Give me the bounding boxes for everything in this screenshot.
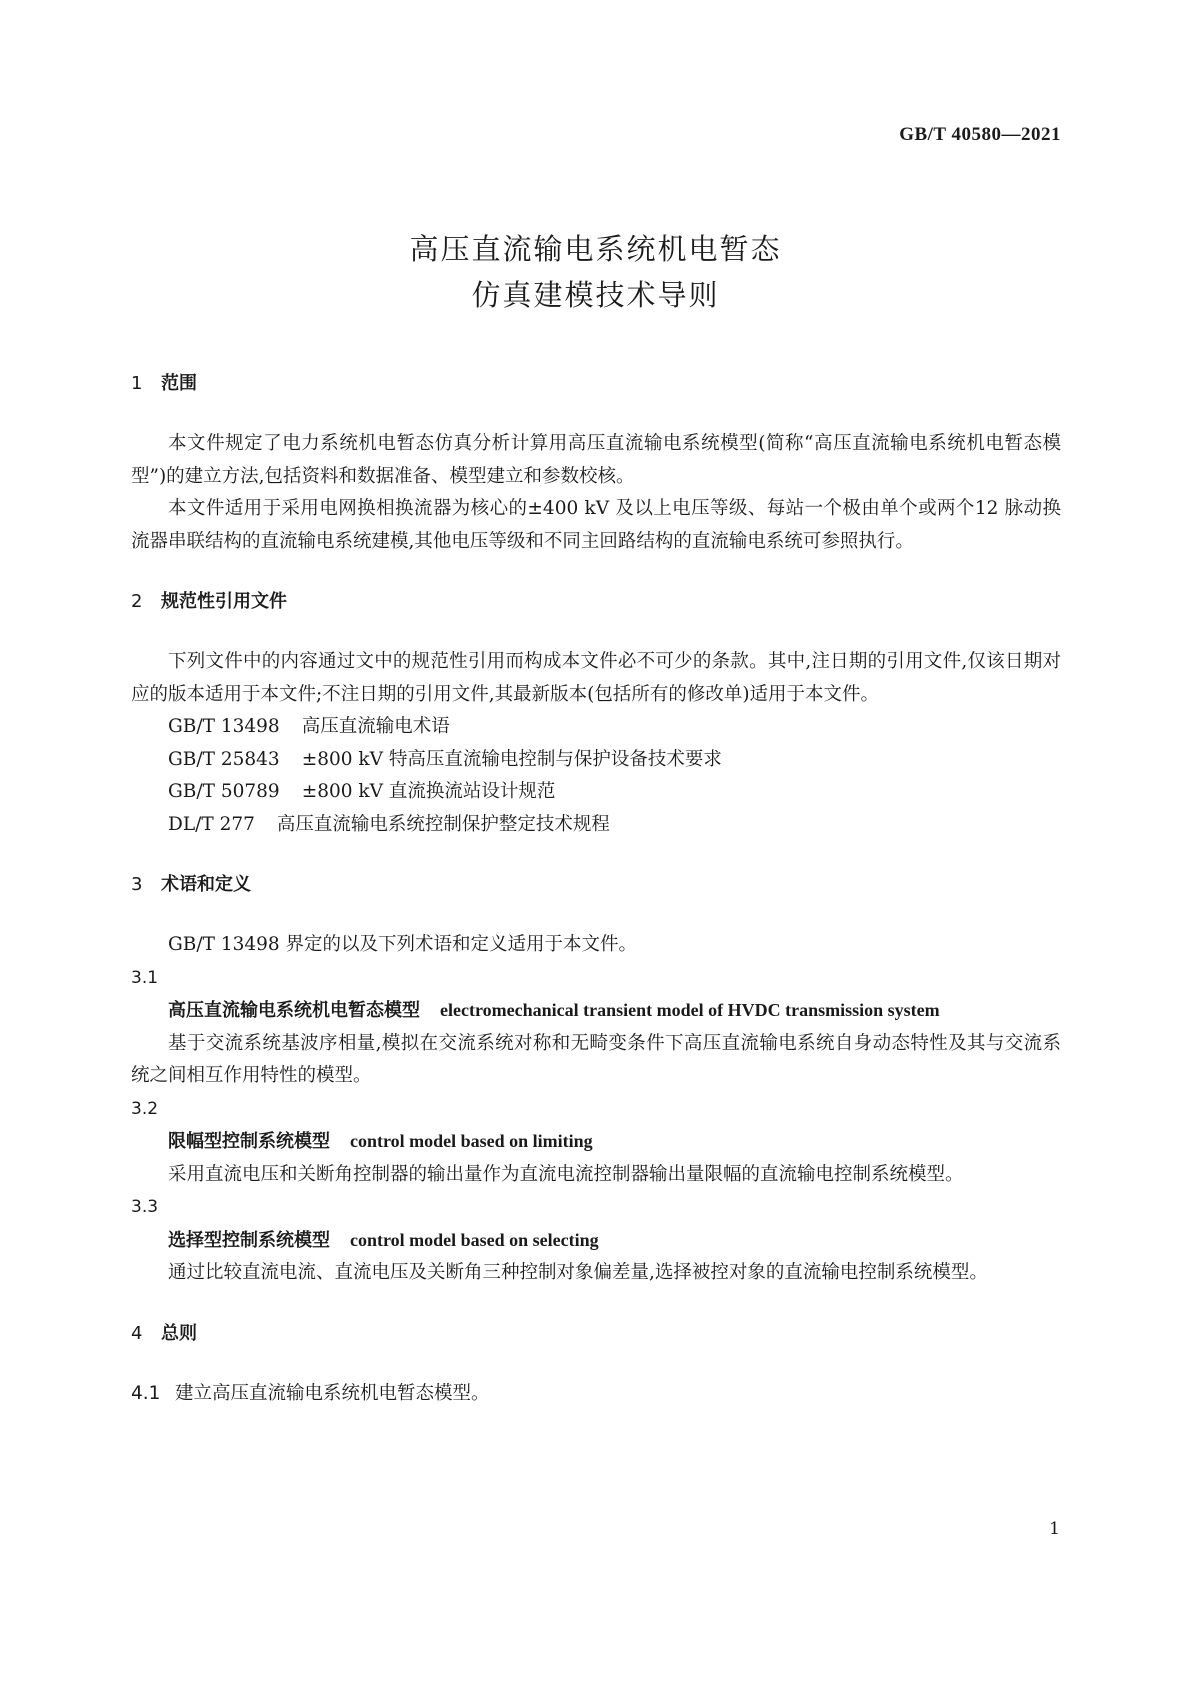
clause (131, 1378, 1061, 1411)
clause-text: 建立高压直流输电系统机电暂态模型。 (175, 1382, 490, 1404)
term-title (131, 1224, 1061, 1258)
paragraph: 本文件适用于采用电网换相换流器为核心的±400 kV 及以上电压等级、每站一个极由单个或两个12 脉动换流器串联结构的直流输电系统建模,其他电压等级和不同主回路结构的直流输电系统可参照执行。 (131, 498, 1061, 552)
term-chinese: 高压直流输电系统机电暂态模型 (168, 1000, 420, 1021)
term-definition: 基于交流系统基波序相量,模拟在交流系统对称和无畸变条件下高压直流输电系统自身动态特性及其与交流系统之间相互作用特性的模型。 (131, 1032, 1061, 1086)
section-number: 1 (131, 373, 143, 394)
standard-code: GB/T 40580—2021 (899, 124, 1061, 145)
reference-title: 高压直流输电系统控制保护整定技术规程 (276, 813, 610, 835)
reference-code: GB/T 50789 (168, 781, 280, 802)
section-heading-terms (131, 871, 1061, 899)
reference-code: DL/T 277 (168, 813, 255, 835)
term-english: electromechanical transient model of HVDC transmission system (440, 1000, 940, 1020)
paragraph: 本文件规定了电力系统机电暂态仿真分析计算用高压直流输电系统模型(简称“高压直流输电系统机电暂态模型”)的建立方法,包括资料和数据准备、模型建立和参数校核。 (131, 433, 1061, 487)
paragraph: GB/T 13498 界定的以及下列术语和定义适用于本文件。 (168, 934, 638, 955)
clause-number: 4.1 (131, 1382, 161, 1404)
term-title (131, 994, 1061, 1028)
paragraph: 下列文件中的内容通过文中的规范性引用而构成本文件必不可少的条款。其中,注日期的引用文件,仅该日期对应的版本适用于本文件;不注日期的引用文件,其最新版本(包括所有的修改单)适用于本文件。 (131, 651, 1061, 705)
section-title: 术语和定义 (161, 874, 251, 895)
section-number: 3 (131, 874, 143, 895)
term-chinese: 选择型控制系统模型 (168, 1229, 330, 1251)
reference-title: ±800 kV 直流换流站设计规范 (301, 781, 556, 802)
section-title: 总则 (161, 1322, 197, 1344)
term-english: control model based on limiting (350, 1131, 593, 1151)
section-number: 2 (131, 591, 143, 612)
section-title: 范围 (161, 373, 197, 394)
reference-item (131, 776, 1061, 809)
reference-item (131, 744, 1061, 777)
term-chinese: 限幅型控制系统模型 (168, 1131, 330, 1152)
document-title (0, 226, 1191, 318)
reference-item (131, 711, 1061, 744)
reference-code: GB/T 25843 (168, 748, 280, 770)
term-number: 3.1 (131, 967, 159, 988)
term-definition: 通过比较直流电流、直流电压及关断角三种控制对象偏差量,选择被控对象的直流输电控制系统模型。 (168, 1262, 988, 1283)
reference-title: 高压直流输电术语 (301, 716, 450, 737)
term-number: 3.3 (131, 1197, 159, 1217)
title-line-2: 仿真建模技术导则 (471, 278, 720, 312)
reference-item (131, 809, 1061, 842)
page-number: 1 (1049, 1519, 1060, 1539)
document-body (131, 370, 1061, 1410)
reference-code: GB/T 13498 (168, 716, 280, 737)
term-title (131, 1125, 1061, 1159)
reference-title: ±800 kV 特高压直流输电控制与保护设备技术要求 (301, 748, 722, 770)
term-definition: 采用直流电压和关断角控制器的输出量作为直流电流控制器输出量限幅的直流输电控制系统模型。 (168, 1163, 964, 1185)
section-title: 规范性引用文件 (161, 591, 287, 612)
term-english: control model based on selecting (350, 1229, 599, 1250)
section-number: 4 (131, 1322, 143, 1344)
term-number: 3.2 (131, 1098, 159, 1119)
title-line-1: 高压直流输电系统机电暂态 (409, 232, 782, 266)
section-heading-normative-references (131, 588, 1061, 616)
section-heading-scope (131, 370, 1061, 398)
section-heading-general (131, 1320, 1061, 1348)
